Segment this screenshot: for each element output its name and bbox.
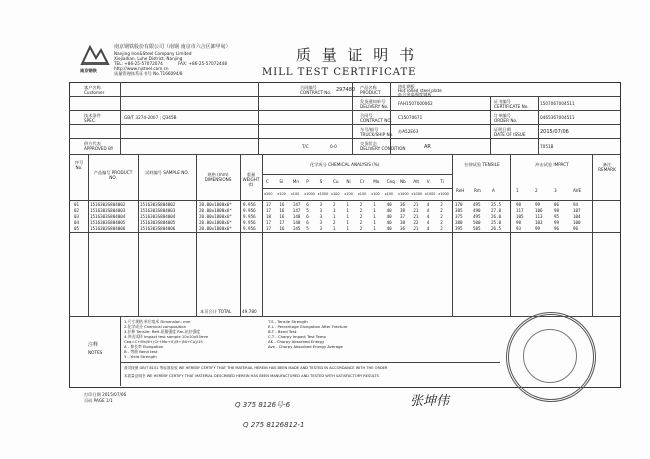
tensile-head-0: ReH [456, 188, 465, 193]
row-dimension: 20.00x1800x6* [199, 208, 232, 213]
row-sample-no: 1516303S804004 [140, 214, 176, 219]
row-impact-value: 106 [535, 208, 543, 213]
row-chem-value: 5 [306, 208, 309, 213]
chem-factor-1: x100 [277, 192, 286, 196]
header-line-5 [69, 154, 620, 155]
row-chem-value: 2 [359, 214, 363, 219]
company-web: http://www.njsteel.com.cn [114, 66, 169, 71]
row-seq: 04 [74, 220, 80, 225]
grid-body-end-line [69, 232, 620, 233]
row-chem-value: 148 [292, 220, 301, 225]
title-cn: 质 量 证 明 书 [296, 46, 418, 64]
notes-sub-line [120, 362, 500, 363]
row-chem-value: 40 [386, 202, 392, 207]
row-impact-value: 95 [554, 214, 560, 219]
row-chem-value: 2 [440, 208, 443, 213]
note-left-item: 1.尺寸规格 单位毫米 Dimension: mm [124, 319, 191, 324]
delivery-label: 发货通知单号 [360, 99, 386, 104]
row-impact-value: 99 [535, 202, 541, 207]
row-dimension: 20.00x1800x6* [199, 202, 232, 207]
chem-head-ti: Ti [440, 179, 444, 184]
row-chem-value: 2 [333, 220, 336, 225]
company-name-cn: 南京钢铁股份有限公司（南钢 南京市六合区卸甲甸） [114, 44, 231, 50]
customer-label-en: Customer [84, 90, 105, 95]
product-value-2: 低合金高强度钢板 [398, 92, 432, 97]
tensile-head-1: Rm [474, 188, 481, 193]
note-right-item: E.L - Percentage Elongation After Fracture [268, 324, 348, 329]
contract-label: 合同编号 [300, 85, 317, 90]
row-product-no: 1516303S804003 [90, 208, 126, 213]
row-chem-value: 147 [292, 202, 301, 207]
row-impact-value: 99 [535, 226, 541, 231]
row-chem-value: 3 [319, 226, 323, 231]
row-tensile-value: 370 [455, 202, 463, 207]
row-chem-value: 1 [373, 208, 376, 213]
row-chem-value: 16 [279, 214, 285, 219]
row-tensile-value: 490 [473, 208, 481, 213]
product-value-en: Hot rolled steel plate [398, 88, 442, 93]
row-tensile-value: 25.0 [491, 220, 502, 225]
row-chem-value: 21 [413, 208, 419, 213]
row-seq: 03 [74, 214, 80, 219]
row-chem-value: 21 [413, 202, 419, 207]
tc-label: T/C [302, 144, 309, 149]
note-right-item: C.T - Charpy Impact Test Temp [268, 334, 326, 339]
row-tensile-value: 26.5 [491, 226, 502, 231]
statement-2: 本质量证明书 WE HEREBY CERTIFY THAT MATERIAL DESCRIBED HEREIN HAS BEEN MANUFACTURED AND TESTED WITH SATISFACTORY RESULTS [124, 374, 379, 378]
condition-value: AR [424, 144, 431, 150]
chem-head-cr: Cr [359, 179, 365, 184]
note-left-item: 2.化学成分 Chemical composition [124, 324, 186, 329]
row-chem-value: 145 [292, 226, 301, 231]
row-impact-value: 94 [573, 202, 579, 207]
grid-head-line [69, 200, 620, 201]
note-right-item: Ave - Charpy Absorbed Energy Average [268, 344, 343, 349]
row-sample-no: 1516303S804002 [140, 202, 176, 207]
note-left-item: 3.拉伸 Tensile: ReH-屈服强度 Rm-抗拉强度 [124, 329, 201, 334]
header-vline-2 [258, 82, 259, 154]
note-left-item: Y - Yield Strength [124, 354, 157, 359]
header-vline-5 [490, 96, 491, 154]
chem-head-cu: Cu [333, 179, 339, 184]
note-right-item: AK - Charpy Absorbed Energy [268, 339, 325, 344]
row-weight: 9.956 [243, 220, 256, 225]
customer-label: 客户名称 [84, 85, 101, 90]
row-impact-value: 96 [573, 226, 579, 231]
row-tensile-value: 495 [473, 214, 481, 219]
row-chem-value: 3 [319, 202, 323, 207]
row-chem-value: 21 [413, 226, 419, 231]
vl-weight [262, 154, 263, 316]
row-chem-value: 4 [426, 226, 430, 231]
col-weight: 重量 WEIGHT (t) [242, 172, 260, 187]
chem-head-nb: Nb [400, 179, 406, 184]
row-tensile-value: 395 [455, 226, 463, 231]
row-chem-value: 22 [413, 220, 419, 225]
product-label-en: PRODUCT [360, 90, 381, 95]
notes-label-en: NOTES [88, 350, 103, 355]
logo-caption: 南京钢铁 [80, 68, 97, 73]
row-chem-value: 2 [359, 220, 363, 225]
row-sample-no: 1516303S804006 [140, 226, 176, 231]
chem-head-alt: Alt [413, 179, 420, 184]
row-chem-value: 1 [333, 214, 336, 219]
row-tensile-value: 505 [473, 226, 481, 231]
impact-head-0: 1 [516, 188, 519, 193]
misc-code: 7051B [540, 144, 554, 149]
note-right-item: B.T - Bend Test [268, 329, 297, 334]
row-product-no: 1516303S804005 [90, 220, 126, 225]
row-chem-value: 2 [359, 226, 363, 231]
note-left-item: 4.冲击试样 Impact test sample 10x10x55mm [124, 334, 209, 339]
condition-label: 交货状态 [360, 141, 377, 146]
row-chem-value: 16 [279, 226, 285, 231]
chem-factor-8: x100 [371, 192, 380, 196]
row-chem-value: 1 [346, 220, 349, 225]
row-chem-value: 38 [400, 208, 406, 213]
vl-product [138, 154, 139, 316]
row-chem-value: 40 [386, 214, 392, 219]
chem-head-mo: Mo [373, 179, 380, 184]
row-chem-value: 1 [333, 226, 336, 231]
row-product-no: 1516303S804004 [90, 214, 126, 219]
condition-label-en: DELIVERY CONDITION [360, 146, 406, 151]
row-dimension: 20.00x1800x6* [199, 220, 232, 225]
vl-chem-end [452, 154, 453, 316]
chem-factor-12: x1000 [424, 192, 436, 196]
row-chem-value: 4 [426, 220, 430, 225]
delivery-label-en: DELIVERY No. [360, 104, 389, 109]
row-chem-value: 147 [292, 208, 301, 213]
order-no: 0465367004511 [540, 115, 575, 120]
chem-head-mn: Mn [292, 179, 300, 184]
row-product-no: 1516303S804002 [90, 202, 126, 207]
row-sample-no: 1516303S804003 [140, 208, 176, 213]
spec-value: GB/T 3274-2007 ; Q345B [124, 115, 177, 120]
total-label: 本页合计 TOTAL [200, 309, 232, 314]
row-impact-value: 96 [554, 226, 560, 231]
row-chem-value: 2 [440, 214, 443, 219]
row-chem-value: 2 [440, 220, 443, 225]
row-impact-value: 100 [573, 220, 581, 225]
order-label: 订单编号 [494, 113, 511, 118]
row-impact-value: 117 [516, 208, 524, 213]
chem-head-c: C [266, 179, 269, 184]
col-impact: 冲击试验 IMPACT [535, 162, 569, 167]
car-label-en: TRUCK/SHIP No. [360, 132, 394, 137]
row-tensile-value: 25.5 [491, 202, 502, 207]
col-product-no: 产品编号 PRODUCT NO. [93, 170, 133, 180]
row-chem-value: 3 [319, 214, 323, 219]
company-fax: FAX: +86-25-57072448 [178, 61, 228, 66]
row-tensile-value: 26.0 [491, 214, 502, 219]
header-vline-1 [120, 82, 121, 154]
chem-head-ni: Ni [346, 179, 351, 184]
chem-head-v: V [426, 179, 430, 184]
row-impact-value: 86 [554, 202, 560, 207]
row-weight: 9.956 [243, 208, 256, 213]
contract-num-label: 合同号 [360, 113, 373, 118]
row-chem-value: 18 [266, 214, 272, 219]
car-no: 苏A52E63 [398, 129, 419, 134]
delivery-no: FAH1507000062 [398, 101, 433, 106]
signature: 张坤伟 [410, 394, 450, 409]
row-impact-value: 107 [573, 208, 581, 213]
row-weight: 9.956 [243, 214, 256, 219]
row-chem-value: 2 [440, 202, 443, 207]
row-chem-value: 5 [306, 226, 309, 231]
row-chem-value: 21 [413, 214, 419, 219]
header-vline-6 [538, 96, 539, 154]
note-right-item: T.S - Tensile Strength [268, 319, 308, 324]
note-left-item: Ceq=C+Mn/6+(Cr+Mo+V)/5+(Ni+Cu)/15 [124, 339, 203, 344]
row-seq: 05 [74, 226, 80, 231]
company-tel: TEL: +86-25-57072074 [114, 61, 163, 66]
approval-label-en: APPROVED BY [84, 146, 114, 151]
row-chem-value: 1 [346, 208, 349, 213]
tensile-head-2: A [492, 188, 495, 193]
row-weight: 9.956 [243, 226, 256, 231]
row-chem-value: 40 [386, 220, 392, 225]
row-chem-value: 37 [400, 214, 406, 219]
chem-factor-6: x100 [344, 192, 353, 196]
date-label: 证明日期 [494, 127, 511, 132]
chem-factor-11: x1000 [411, 192, 423, 196]
row-impact-value: 98 [516, 202, 522, 207]
product-label: 产品名称 [360, 85, 377, 90]
row-chem-value: 40 [386, 226, 392, 231]
handwriting-note-2: Q 275 8126812-1 [243, 421, 305, 429]
row-seq: 02 [74, 208, 80, 213]
vl-sample [196, 154, 197, 316]
row-chem-value: 4 [426, 202, 430, 207]
chem-factor-0: x100 [264, 192, 273, 196]
spec-label-en: SPEC. [84, 118, 97, 123]
cert-no-label-en: CERTIFICATE No. [494, 104, 529, 109]
note-left-item: A - 伸长率 Elongation [124, 344, 164, 349]
row-chem-value: 40 [386, 208, 392, 213]
chem-factor-line [262, 188, 452, 189]
row-chem-value: 1 [346, 202, 349, 207]
row-chem-value: 148 [292, 214, 301, 219]
vl-seq [88, 154, 89, 316]
chem-factor-4: x1000 [317, 192, 329, 196]
chem-factor-13: x1000 [438, 192, 449, 196]
row-chem-value: 38 [400, 220, 406, 225]
print-date: 打印日期 2015/07/06 [84, 392, 127, 397]
impact-head-1: 2 [535, 188, 538, 193]
issue-date: 2015/07/06 [540, 129, 569, 135]
chem-head-ceq: Ceq [386, 179, 395, 184]
contract-no: 297480 [336, 87, 356, 93]
notes-label-cn: 注释 [88, 342, 99, 348]
row-chem-value: 17 [266, 220, 272, 225]
row-impact-value: 104 [573, 214, 581, 219]
row-chem-value: 2 [440, 226, 443, 231]
col-remark: 备注 REMARK [598, 162, 616, 172]
approval-label: 供方代表 [84, 141, 101, 146]
row-chem-value: 6 [306, 214, 309, 219]
col-dimension: 规格 (mm) DIMENSIONS [204, 172, 232, 182]
row-product-no: 1516303S804006 [90, 226, 126, 231]
row-tensile-value: 495 [473, 202, 481, 207]
row-chem-value: 17 [266, 202, 272, 207]
chem-head-p: P [306, 179, 309, 184]
row-impact-value: 105 [516, 214, 524, 219]
row-sample-no: 1516303S804005 [140, 220, 176, 225]
cert-no: 1507067004511 [540, 101, 575, 106]
chem-factor-2: x100 [290, 192, 300, 196]
row-chem-value: 2 [359, 208, 363, 213]
total-value: 49.780 [242, 309, 257, 314]
row-chem-value: 2 [333, 202, 336, 207]
page-number: 页码 PAGE 1/1 [84, 398, 113, 403]
row-chem-value: 2 [359, 202, 363, 207]
statement-1: 我司按照 GB/T 8101 等标准检验 WE HEREBY CERTIFY THAT THE MATERIAL HEREIN HAS BEEN MADE AND TESTED IN ACCORDANCE WITH THE ORDER [124, 366, 388, 370]
row-chem-value: 1 [346, 214, 349, 219]
row-impact-value: 113 [535, 214, 543, 219]
impact-head-3: AVE [573, 188, 582, 193]
row-tensile-value: 500 [473, 220, 481, 225]
row-chem-value: 3 [319, 220, 323, 225]
row-impact-value: 98 [516, 220, 522, 225]
impact-head-2: 3 [554, 188, 557, 193]
row-chem-value: 6 [306, 220, 309, 225]
cert-no-label: 证书编号 [494, 99, 511, 104]
date-label-en: DATE OF ISSUE [494, 132, 526, 137]
chem-head-si: Si [279, 179, 284, 184]
product-value: 热轧钢板 [398, 84, 415, 89]
row-chem-value: 1 [346, 226, 349, 231]
row-tensile-value: 27.0 [491, 208, 502, 213]
col-tensile: 拉伸试验 TENSILE [464, 162, 500, 167]
vl-tensile-end [510, 154, 511, 316]
row-tensile-value: 375 [455, 214, 463, 219]
note-left-item: B - 弯曲 Bend test [124, 349, 158, 354]
row-dimension: 20.00x1800x6* [199, 226, 232, 231]
chem-factor-10: x1000 [398, 192, 409, 196]
company-seal-icon [506, 312, 596, 402]
chem-factor-3: x1000 [304, 192, 315, 196]
company-name-en: Nanjing Iron&Steel Company Limited [114, 51, 192, 56]
vl-impact-end [592, 154, 593, 316]
chem-factor-7: x100 [357, 192, 367, 196]
row-chem-value: 36 [400, 202, 406, 207]
row-chem-value: 4 [426, 208, 430, 213]
car-label: 车号/船号 [360, 127, 379, 132]
order-label-en: ORDER No. [494, 118, 518, 123]
row-seq: 01 [74, 202, 80, 207]
row-chem-value: 6 [306, 202, 309, 207]
col-sample-no: 试样编号 SAMPLE NO. [145, 170, 189, 175]
row-tensile-value: 385 [455, 208, 463, 213]
row-chem-value: 4 [426, 214, 430, 219]
handwriting-note-1: Q 375 8126号-6 [235, 401, 291, 409]
row-impact-value: 98 [554, 208, 560, 213]
vl-dim [240, 154, 241, 316]
row-chem-value: 17 [279, 220, 285, 225]
row-chem-value: 16 [279, 208, 285, 213]
row-impact-value: 99 [554, 220, 560, 225]
contract-num: C15070671 [398, 115, 423, 120]
contract-label-en: CONTRACT No. [300, 90, 332, 95]
col-chem: 化学成分 CHEMICAL ANALYSIS (%) [310, 162, 380, 167]
tc-value: 0-0 [330, 144, 337, 149]
col-seq: 序号 No. [74, 160, 84, 170]
row-impact-value: 93 [516, 226, 522, 231]
row-chem-value: 1 [373, 202, 376, 207]
row-chem-value: 1 [333, 208, 336, 213]
notes-vline [120, 316, 121, 386]
row-tensile-value: 380 [455, 220, 463, 225]
chem-head-s: S [319, 179, 323, 184]
row-chem-value: 17 [266, 208, 272, 213]
row-chem-value: 3 [319, 208, 323, 213]
chem-factor-9: x100 [384, 192, 394, 196]
row-chem-value: 17 [266, 226, 272, 231]
row-chem-value: 1 [373, 214, 376, 219]
chem-factor-5: x100 [331, 192, 340, 196]
row-weight: 9.956 [243, 202, 256, 207]
spec-label: 技术条件 [84, 113, 101, 118]
quality-cert-line: 质量管理体系证书号 No.T166094/8 [114, 71, 183, 76]
row-chem-value: 16 [279, 202, 285, 207]
company-address: Xiejiadian, Luhe District, Nanjing [114, 56, 183, 61]
row-chem-value: 1 [373, 220, 376, 225]
row-impact-value: 103 [535, 220, 543, 225]
chem-sub-line [262, 174, 452, 175]
title-en: MILL TEST CERTIFICATE [262, 67, 417, 78]
row-chem-value: 36 [400, 226, 406, 231]
row-dimension: 20.00x1800x6* [199, 214, 232, 219]
row-chem-value: 1 [373, 226, 376, 231]
contract-num-label-en: CONTRACT NO. [360, 118, 392, 123]
